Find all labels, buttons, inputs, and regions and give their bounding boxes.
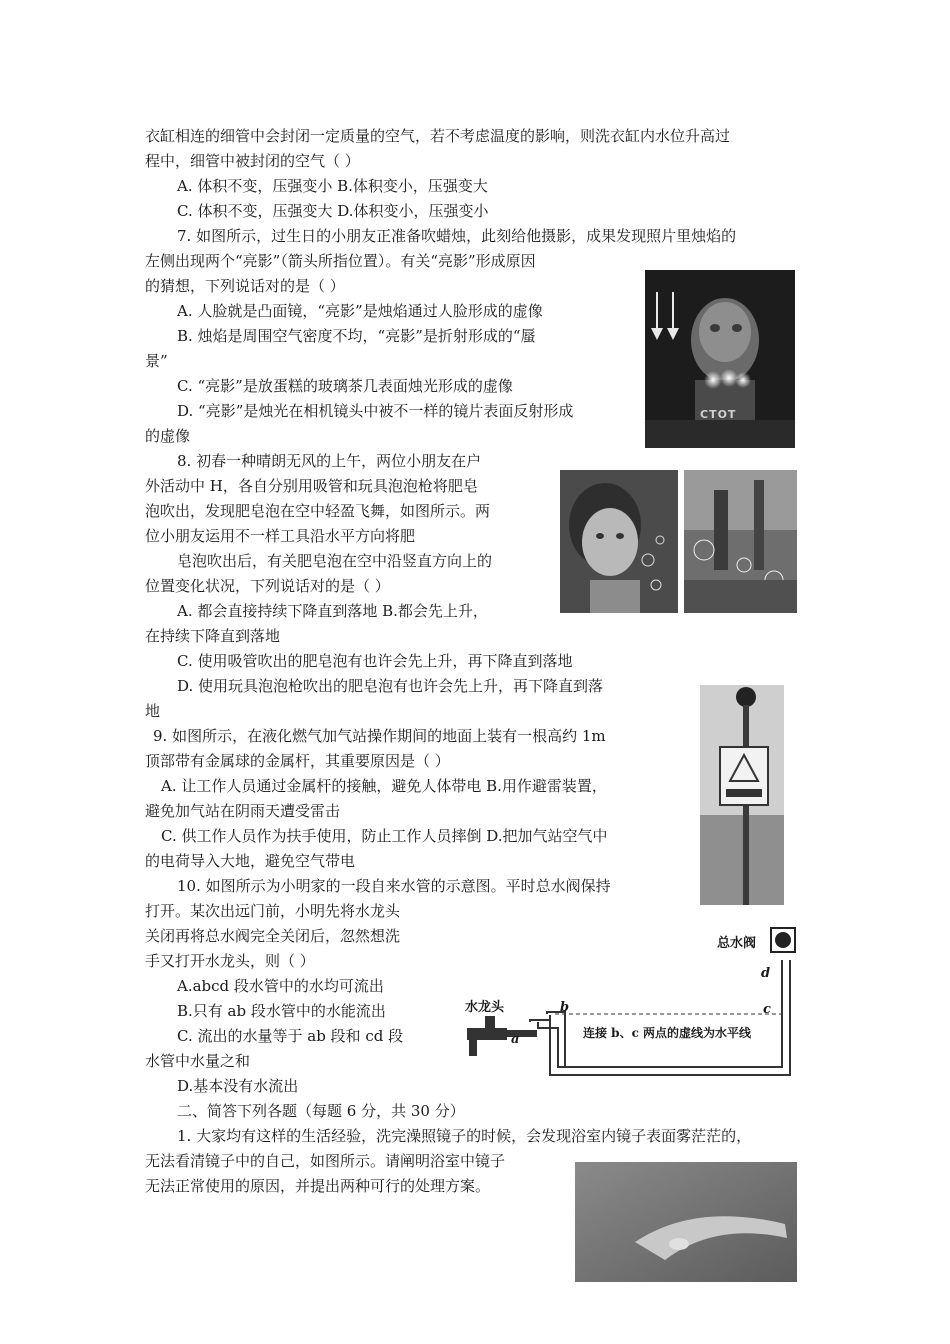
q8-text-line-1: 8. 初春一种晴朗无风的上午，两位小朋友在户: [177, 452, 482, 470]
point-c-label: c: [763, 1002, 771, 1017]
point-b-label: b: [560, 1000, 570, 1015]
q9-text-line-2: 顶部带有金属球的金属杆，其重要原因是（ ）: [145, 752, 450, 770]
q7-text-line-1: 7. 如图所示，过生日的小朋友正准备吹蜡烛，此刻给他摄影，成果发现照片里烛焰的: [177, 227, 737, 245]
q8-option-ab: A. 都会直接持续下降直到落地 B.都会先上升，: [177, 602, 488, 620]
q8-option-c: C. 使用吸管吹出的肥皂泡有也许会先上升，再下降直到落地: [177, 652, 573, 670]
q10-option-c: C. 流出的水量等于 ab 段和 cd 段: [177, 1027, 404, 1045]
sa1-text-line-2: 无法看清镜子中的自己，如图所示。请阐明浴室中镜子: [145, 1152, 506, 1170]
bubble-photo-straw: [560, 470, 678, 613]
q10-option-d: D.基本没有水流出: [177, 1077, 299, 1095]
water-pipe-diagram: [455, 910, 800, 1080]
q7-option-d-cont: 的虚像: [145, 427, 191, 445]
q7-text-line-3: 的猜想，下列说话对的是（ ）: [145, 277, 345, 295]
q8-text-line-3: 泡吹出，发现肥皂泡在空中轻盈飞舞，如图所示。两: [145, 502, 491, 520]
q8-text-line-6: 位置变化状况，下列说话对的是（ ）: [145, 577, 390, 595]
q7-option-d: D. “亮影”是烛光在相机镜头中被不一样的镜片表面反射形成: [177, 402, 574, 420]
q6-option-ab: A. 体积不变，压强变小 B.体积变小，压强变大: [177, 177, 488, 195]
sa1-text-line-1: 1. 大家均有这样的生活经验，洗完澡照镜子的时候，会发现浴室内镜子表面雾茫茫的，: [177, 1127, 752, 1145]
section-2-heading: 二、简答下列各题（每题 6 分，共 30 分）: [177, 1102, 465, 1120]
q10-text-line-4: 手又打开水龙头，则（ ）: [145, 952, 315, 970]
q9-option-cd: C. 供工作人员作为扶手使用，防止工作人员摔倒 D.把加气站空气中: [161, 827, 608, 845]
point-d-label: d: [761, 966, 771, 981]
sa1-text-line-3: 无法正常使用的原因，并提出两种可行的处理方案。: [145, 1177, 491, 1195]
q8-text-line-2: 外活动中 H，各自分别用吸管和玩具泡泡枪将肥皂: [145, 477, 478, 495]
q10-option-a: A.abcd 段水管中的水均可流出: [177, 977, 384, 995]
q7-option-b: B. 烛焰是周围空气密度不均，“亮影”是折射形成的“蜃: [177, 327, 536, 345]
q8-text-line-5: 皂泡吹出后，有关肥皂泡在空中沿竖直方向上的: [177, 552, 493, 570]
metal-rod-photo: [700, 685, 784, 905]
q7-option-a: A. 人脸就是凸面镜，“亮影”是烛焰通过人脸形成的虚像: [177, 302, 543, 320]
q8-option-d-cont: 地: [145, 702, 161, 720]
q6-text-line-1: 衣缸相连的细管中会封闭一定质量的空气，若不考虑温度的影响，则洗衣缸内水位升高过: [145, 127, 731, 145]
q6-text-line-2: 程中，细管中被封闭的空气（ ）: [145, 152, 360, 170]
q8-text-line-4: 位小朋友运用不一样工具沿水平方向将肥: [145, 527, 416, 545]
q10-option-c-cont: 水管中水量之和: [145, 1052, 251, 1070]
q9-option-ab: A. 让工作人员通过金属杆的接触，避免人体带电 B.用作避雷装置，: [161, 777, 607, 795]
q10-text-line-1: 10. 如图所示为小明家的一段自来水管的示意图。平时总水阀保持: [177, 877, 611, 895]
q9-text-line-1: 9. 如图所示，在液化燃气加气站操作期间的地面上装有一根高约 1m: [153, 727, 606, 745]
bubble-photo-gun: [684, 470, 797, 613]
q7-option-c: C. “亮影”是放蛋糕的玻璃茶几表面烛光形成的虚像: [177, 377, 513, 395]
q6-option-cd: C. 体积不变，压强变大 D.体积变小，压强变小: [177, 202, 489, 220]
faucet-label: 水龙头: [465, 1000, 505, 1015]
q10-text-line-3: 关闭再将总水阀完全关闭后，忽然想洗: [145, 927, 401, 945]
birthday-photo: [645, 270, 795, 448]
q7-text-line-2: 左侧出现两个“亮影”（箭头所指位置）。有关“亮影”形成原因: [145, 252, 536, 270]
q8-option-d: D. 使用玩具泡泡枪吹出的肥皂泡有也许会先上升，再下降直到落: [177, 677, 604, 695]
q8-option-b-cont: 在持续下降直到落地: [145, 627, 281, 645]
point-a-label: a: [511, 1032, 520, 1047]
q10-text-line-2: 打开。某次出远门前，小明先将水龙头: [145, 902, 401, 920]
dashed-line-note: 连接 b、c 两点的虚线为水平线: [583, 1026, 752, 1040]
foggy-mirror-photo: [575, 1162, 797, 1282]
valve-label: 总水阀: [717, 936, 757, 951]
q9-option-b-cont: 避免加气站在阴雨天遭受雷击: [145, 802, 341, 820]
q9-option-d-cont: 的电荷导入大地，避免空气带电: [145, 852, 356, 870]
cake-text: CTOT: [700, 408, 737, 421]
q10-option-b: B.只有 ab 段水管中的水能流出: [177, 1002, 386, 1020]
q7-option-b-cont: 景”: [145, 352, 168, 370]
